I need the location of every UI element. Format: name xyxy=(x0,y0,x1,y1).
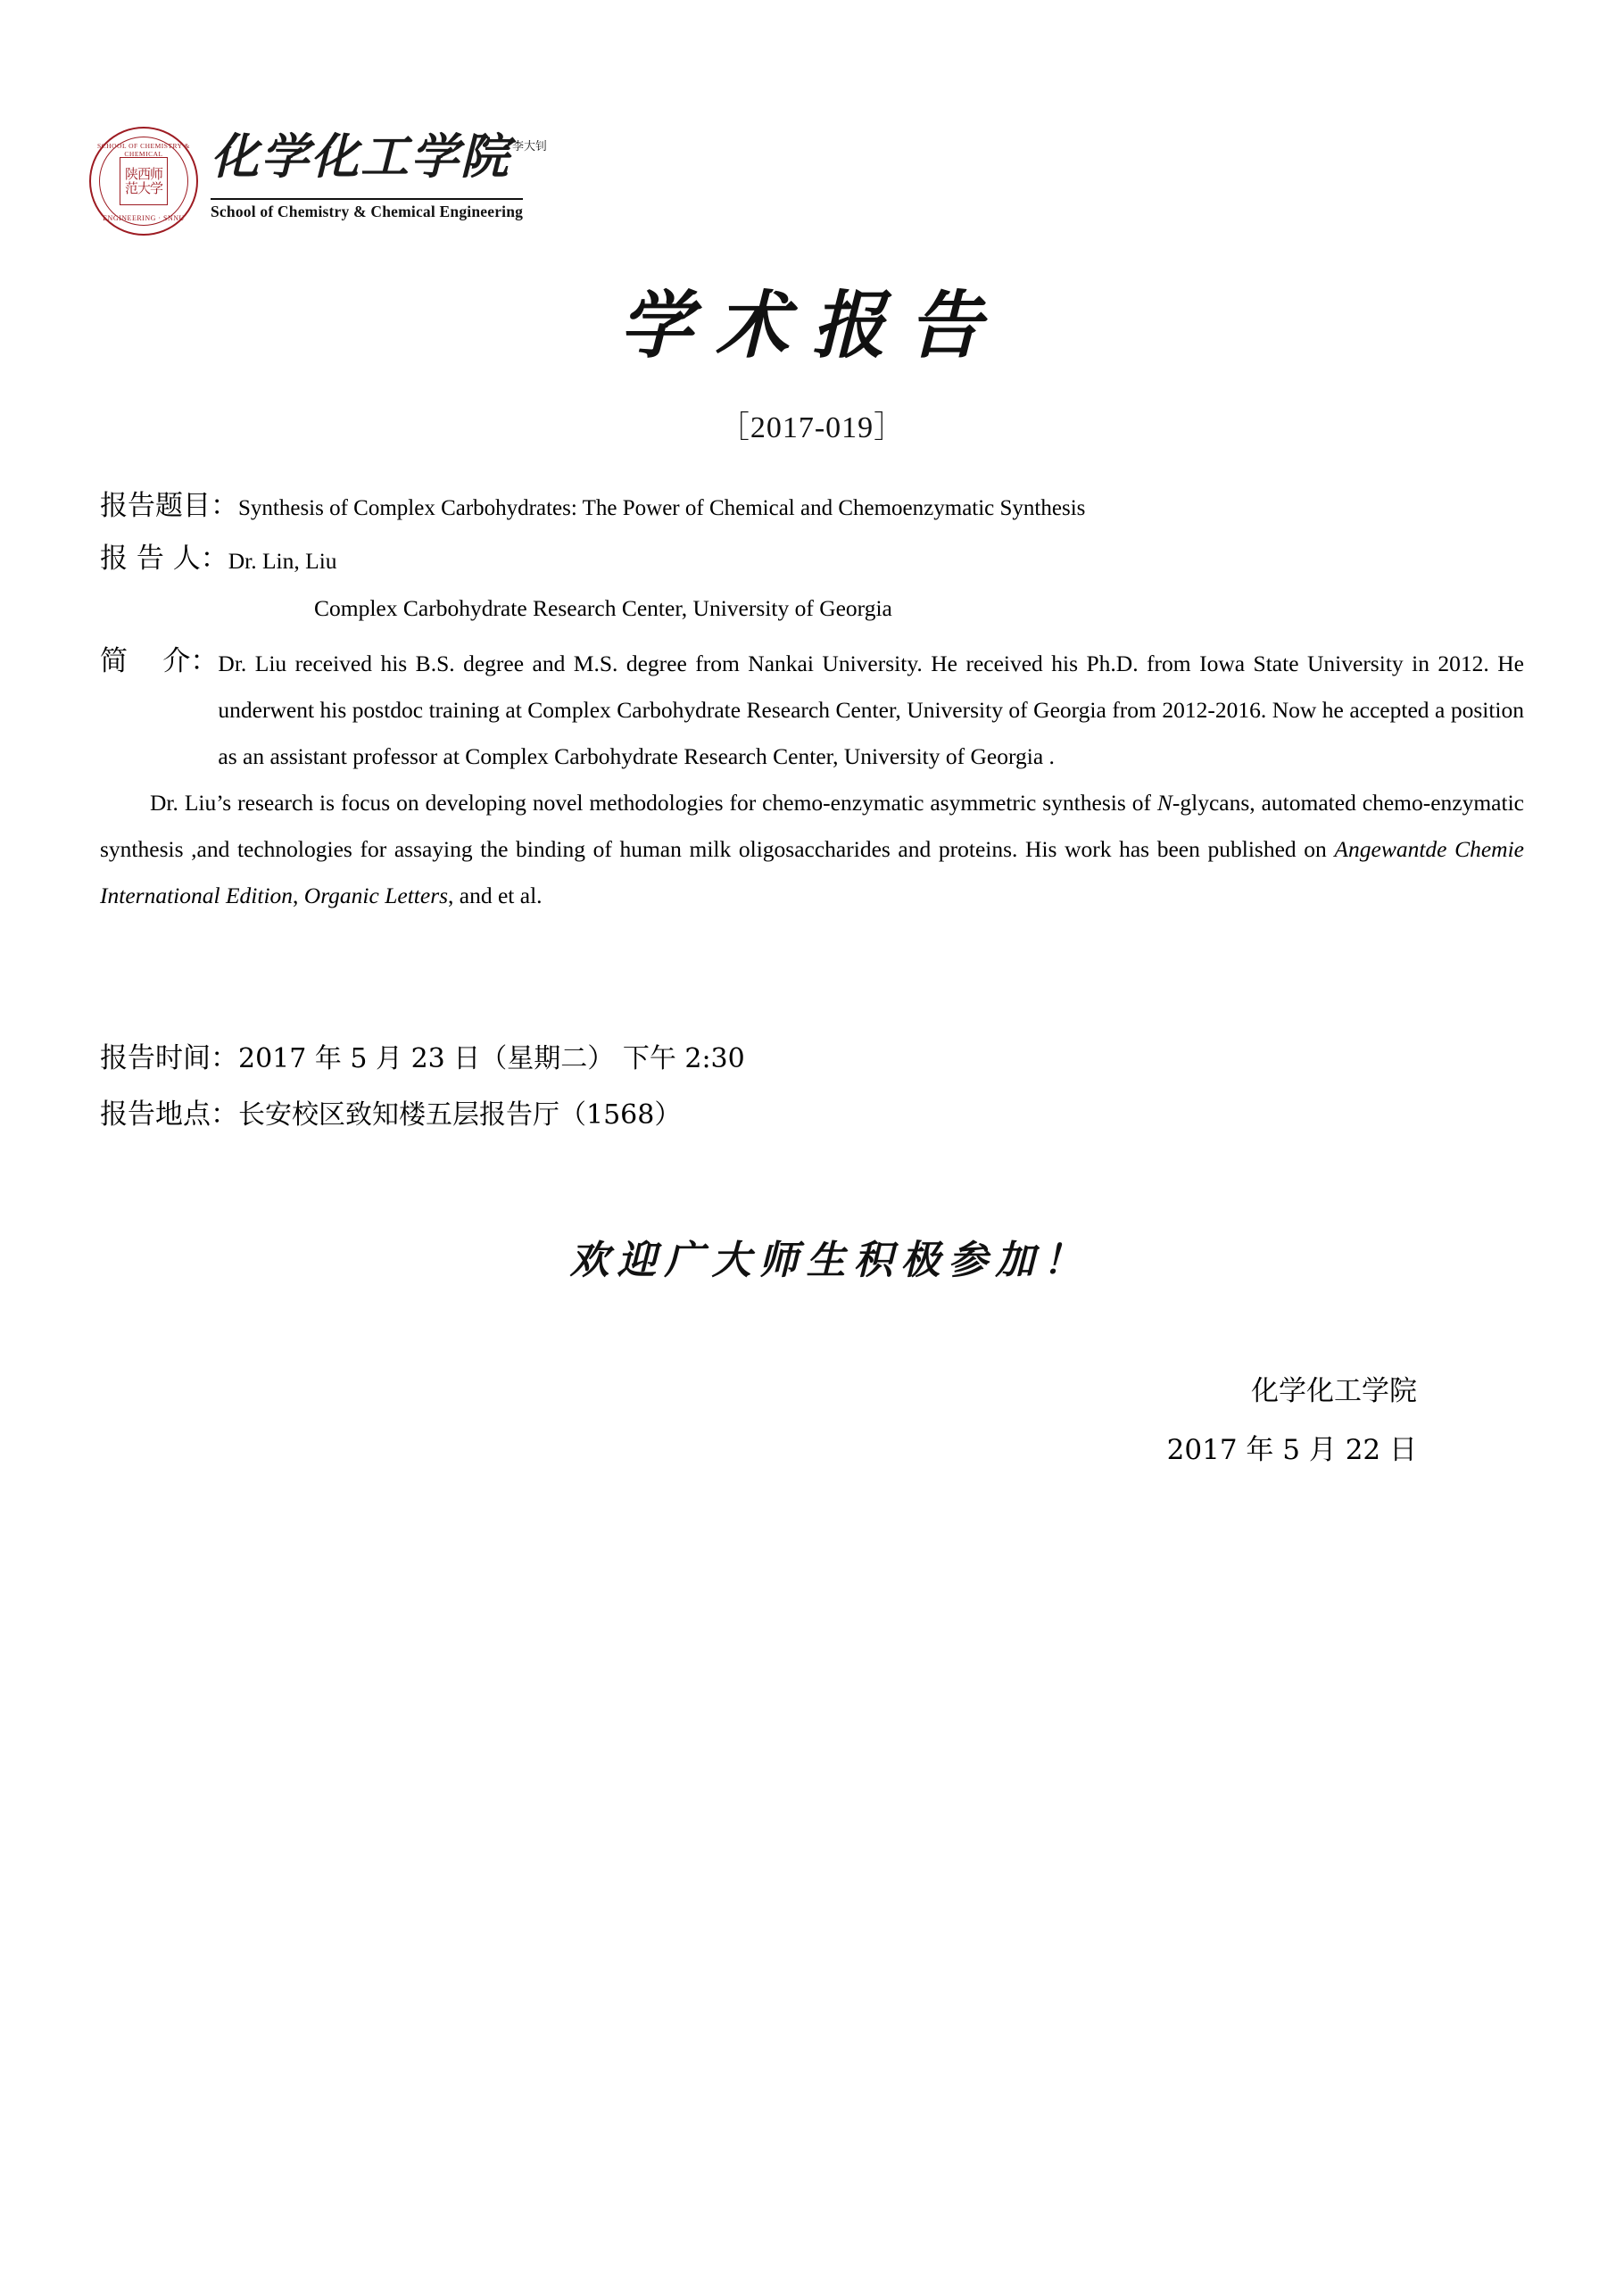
field-time xyxy=(100,1035,1524,1075)
seal-center-text: 陕西师范大学 xyxy=(120,157,168,205)
time-label: 报告时间： xyxy=(100,1042,238,1074)
seal-ring-bottom-text: ENGINEERING · SNNU xyxy=(103,214,185,222)
bio-p2-text-1: Dr. Liu’s research is focus on developing novel methodologies for chemo-enzymatic asymmetric synthesis of xyxy=(150,790,1157,816)
place-label: 报告地点： xyxy=(100,1098,238,1131)
topic-label: 报告题目： xyxy=(100,490,238,522)
signature-org: 化学化工学院 xyxy=(1251,1375,1417,1407)
signature-date: 2017 年 5 月 22 日 xyxy=(1166,1434,1417,1466)
bio-p2-text-3: , xyxy=(293,883,304,908)
document-body xyxy=(0,485,1624,1480)
page-title: 学术报告 xyxy=(619,283,1005,369)
school-name-en: School of Chemistry & Chemical Engineering xyxy=(211,198,523,221)
place-value: 长安校区致知楼五层报告厅（1568） xyxy=(238,1099,682,1131)
speaker-affiliation: Complex Carbohydrate Research Center, University of Georgia xyxy=(314,595,892,621)
letterhead xyxy=(89,125,548,236)
seal-ring-top-text: SCHOOL OF CHEMISTRY & CHEMICAL xyxy=(97,142,190,158)
speaker-value: Dr. Lin, Liu xyxy=(228,548,337,574)
school-name-cn xyxy=(211,128,548,196)
bio-paragraph-2 xyxy=(100,780,1524,919)
event-meta xyxy=(100,1035,1524,1131)
field-speaker xyxy=(100,538,1524,582)
field-place xyxy=(100,1091,1524,1131)
school-name-cn-label: 化学化工学院 xyxy=(211,128,510,185)
university-seal-icon xyxy=(89,127,198,236)
bio-paragraph-1: Dr. Liu received his B.S. degree and M.S. degree from Nankai University. He received his Ph.D. from Iowa State University in 2012. He underwent his postdoc training at Complex Carbohydrate Research Center, University of Georgia from 2012-2016. Now he accepted a position as an assistant professor at Complex Carbohydrate Research Center, University of Georgia . xyxy=(218,651,1524,769)
field-bio xyxy=(100,641,1524,780)
bio-p2-text-4: , and et al. xyxy=(448,883,543,908)
time-value: 2017 年 5 月 23 日（星期二） 下午 2:30 xyxy=(238,1043,745,1074)
school-name-superscript: 李大钊 xyxy=(512,140,548,153)
topic-value: Synthesis of Complex Carbohydrates: The Power of Chemical and Chemoenzymatic Synthesis xyxy=(238,496,1086,520)
signature-block xyxy=(100,1362,1524,1480)
bio-p2-italic-n: N xyxy=(1156,790,1172,816)
field-topic xyxy=(100,485,1524,529)
letterhead-text xyxy=(211,125,548,221)
bio-p2-journal-2: Organic Letters xyxy=(303,883,449,908)
bio-p2-text-2: -glycans, automated chemo-enzymatic synthesis ,and technologies for assaying the binding of human milk oligosaccharides and proteins. His work has been published on xyxy=(100,790,1524,862)
speaker-label: 报 告 人： xyxy=(100,543,228,575)
document-code: ［2017-019］ xyxy=(718,411,906,444)
bio-p2-journal-1: Angewantde Chemie International Edition xyxy=(100,836,1524,908)
bio-label: 简 介： xyxy=(100,645,219,677)
welcome-banner: 欢迎广大师生积极参加！ xyxy=(569,1238,1090,1283)
